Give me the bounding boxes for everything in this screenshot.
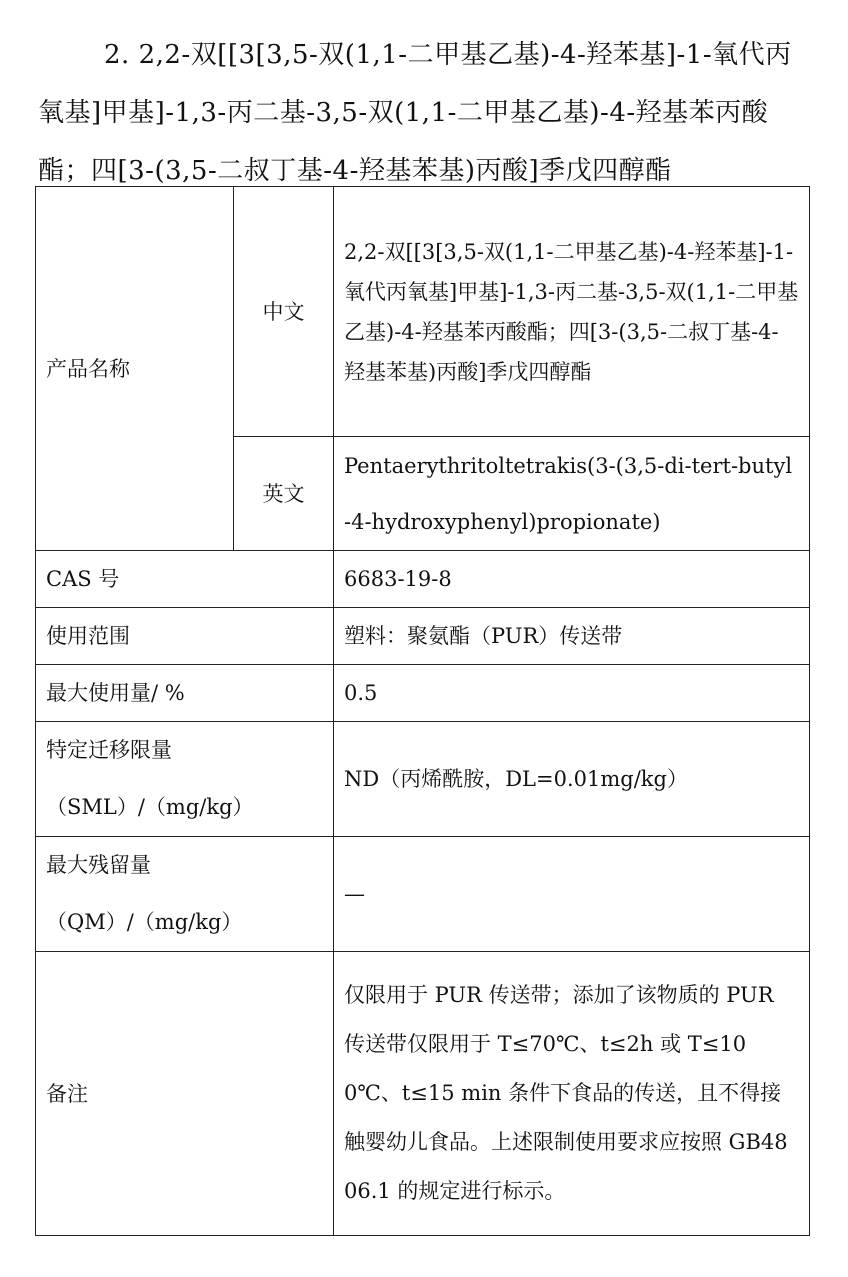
substance-info-table bbox=[35, 186, 810, 1236]
qm-value: — bbox=[334, 837, 810, 952]
chinese-name-value: 2,2-双[[3[3,5-双(1,1-二甲基乙基)-4-羟苯基]-1-氧代丙氧基]甲基]-1,3-丙二基-3,5-双(1,1-二甲基乙基)-4-羟基苯丙酸酯；四[3-(3,5-二叔丁基-4-羟基苯基)丙酸]季戊四醇酯 bbox=[344, 239, 799, 384]
cas-label: CAS 号 bbox=[36, 551, 334, 608]
table-row-chinese-name bbox=[36, 187, 810, 437]
scope-label: 使用范围 bbox=[36, 608, 334, 665]
english-name-value: Pentaerythritoltetrakis(3-(3,5-di-tert-butyl-4-hydroxyphenyl)propionate) bbox=[344, 453, 793, 534]
section-heading: 2. 2,2-双[[3[3,5-双(1,1-二甲基乙基)-4-羟苯基]-1-氧代丙氧基]甲基]-1,3-丙二基-3,5-双(1,1-二甲基乙基)-4-羟基苯丙酸酯；四[3-(3,5-二叔丁基-4-羟基苯基)丙酸]季戊四醇酯 bbox=[38, 40, 792, 186]
table-row-scope bbox=[36, 608, 810, 665]
table-row-qm bbox=[36, 837, 810, 952]
english-label: 英文 bbox=[234, 437, 334, 551]
sml-value: ND（丙烯酰胺，DL=0.01mg/kg） bbox=[334, 722, 810, 837]
table-row-cas bbox=[36, 551, 810, 608]
qm-label-line2: （QM）/（mg/kg） bbox=[46, 910, 243, 934]
remarks-cell bbox=[334, 952, 810, 1236]
chinese-name-cell bbox=[334, 187, 810, 437]
remarks-label: 备注 bbox=[36, 952, 334, 1236]
max-use-label: 最大使用量/ % bbox=[36, 665, 334, 722]
qm-label bbox=[36, 837, 334, 952]
cas-value: 6683-19-8 bbox=[334, 551, 810, 608]
remarks-value: 仅限用于 PUR 传送带；添加了该物质的 PUR 传送带仅限用于 T≤70℃、t≤2h 或 T≤100℃、t≤15 min 条件下食品的传送，且不得接触婴幼儿食品。上述限制使用要求应按照 GB4806.1 的规定进行标示。 bbox=[344, 983, 788, 1203]
english-name-cell bbox=[334, 437, 810, 551]
sml-label-line1: 特定迁移限量 bbox=[46, 738, 172, 762]
sml-label-line2: （SML）/（mg/kg） bbox=[46, 795, 254, 819]
table-row-remarks bbox=[36, 952, 810, 1236]
max-use-value: 0.5 bbox=[334, 665, 810, 722]
qm-label-line1: 最大残留量 bbox=[46, 853, 151, 877]
product-name-label: 产品名称 bbox=[36, 187, 234, 551]
table-row-sml bbox=[36, 722, 810, 837]
scope-value: 塑料：聚氨酯（PUR）传送带 bbox=[334, 608, 810, 665]
table-row-max-use bbox=[36, 665, 810, 722]
chinese-label: 中文 bbox=[234, 187, 334, 437]
sml-label bbox=[36, 722, 334, 837]
